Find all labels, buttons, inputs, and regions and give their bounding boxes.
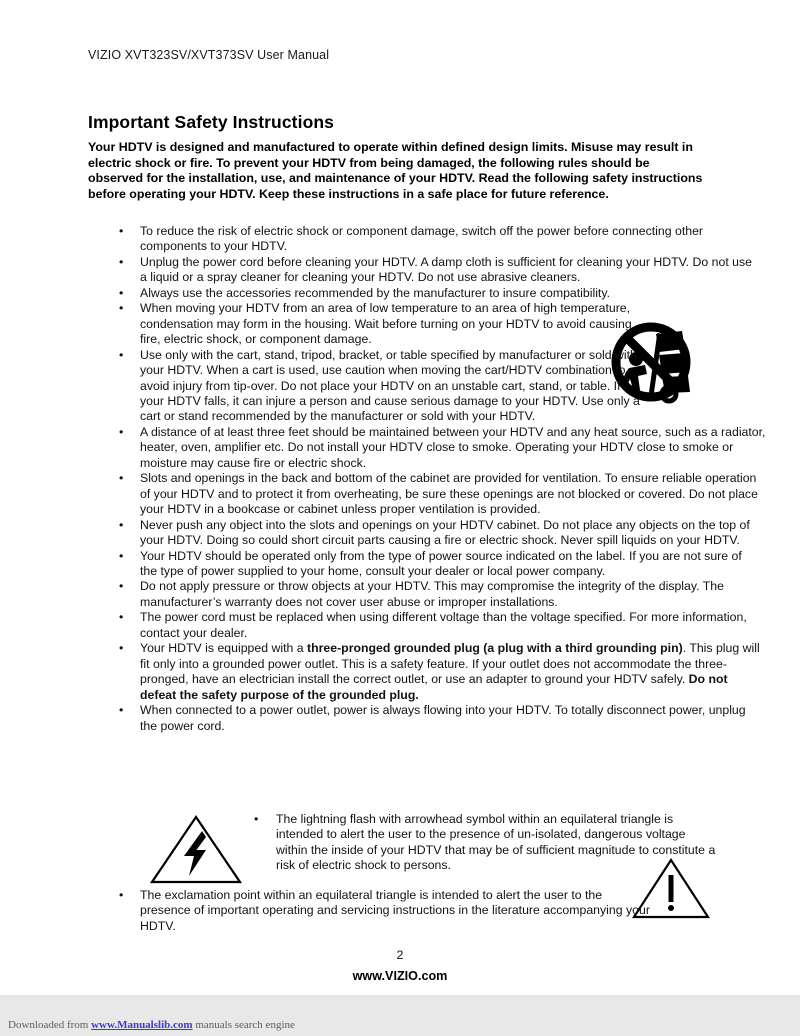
list-item <box>88 703 766 734</box>
list-item <box>88 255 762 286</box>
bullet-marker: • <box>119 471 124 486</box>
list-item <box>88 518 766 549</box>
list-item <box>88 641 766 703</box>
list-item <box>88 425 766 471</box>
list-item-text: A distance of at least three feet should be maintained between your HDTV and any heat source, such as a radiator, heater, oven, amplifier etc. Do not install your HDTV close to smoke. Operating your HDTV close to smoke or moisture may cause fire or electric shock. <box>140 424 766 470</box>
safety-bullet-list <box>88 224 766 734</box>
list-item-text: When connected to a power outlet, power is always flowing into your HDTV. To totally disconnect power, unplug the power cord. <box>140 703 746 733</box>
bullet-marker: • <box>119 610 124 625</box>
symbol-bullet-list <box>248 812 716 874</box>
list-item-text: Slots and openings in the back and bottom of the cabinet are provided for ventilation. To ensure reliable operation of your HDTV and to protect it from overheating, be sure these openings are not blocked or covered. Do not place your HDTV in a bookcase or cabinet unless proper ventilation is provided. <box>140 471 758 517</box>
list-item <box>88 471 762 517</box>
list-item <box>88 348 640 425</box>
list-item-text: Your HDTV is equipped with a three-pronged grounded plug (a plug with a third grounding pin). This plug will fit only into a grounded power outlet. This is a safety feature. If your outlet does not accommodate the three-pronged, have an electrician install the correct outlet, or use an adapter to ground your HDTV safely. Do not defeat the safety purpose of the grounded plug. <box>140 641 760 702</box>
list-item-text: Never push any object into the slots and openings on your HDTV cabinet. Do not place any objects on the top of your HDTV. Doing so could short circuit parts causing a fire or electric shock. Never spill liquids on your HDTV. <box>140 517 750 548</box>
list-item-text: Unplug the power cord before cleaning your HDTV. A damp cloth is sufficient for cleaning your HDTV. Do not use a liquid or a spray cleaner for cleaning your HDTV. Do not use abrasive cleaners. <box>140 254 752 285</box>
bullet-marker: • <box>119 888 124 902</box>
list-item <box>248 812 716 874</box>
page-title: Important Safety Instructions <box>88 111 334 132</box>
bullet-marker: • <box>254 812 259 826</box>
list-item-text: The exclamation point within an equilateral triangle is intended to alert the user to the presence of important operating and servicing instructions in the literature accompanying your HDTV. <box>140 888 650 933</box>
list-item <box>88 224 762 255</box>
bullet-marker: • <box>119 641 124 656</box>
list-item <box>88 888 652 934</box>
list-item-text: Do not apply pressure or throw objects at your HDTV. This may compromise the integrity of the display. The manufacturer’s warranty does not cover user abuse or improper installations. <box>140 579 724 609</box>
bullet-marker: • <box>119 517 124 532</box>
bullet-marker: • <box>119 285 124 300</box>
list-item <box>88 549 762 580</box>
list-item <box>88 301 640 347</box>
list-item <box>88 579 762 610</box>
bullet-marker: • <box>119 224 124 238</box>
lightning-bolt-triangle-icon <box>148 813 244 886</box>
bullet-marker: • <box>119 254 124 269</box>
bullet-marker: • <box>119 347 124 362</box>
list-item <box>88 286 762 301</box>
list-item-text: Use only with the cart, stand, tripod, bracket, or table specified by manufacturer or sold with your HDTV. When a cart is used, use caution when moving the cart/HDTV combination to avoid injury from tip-over. Do not place your HDTV on an unstable cart, stand, or table. If your HDTV falls, it can injure a person and cause serious damage to your HDTV. Use only a cart or stand recommended by the manufacturer or sold with your HDTV. <box>140 347 640 424</box>
watermark-text <box>8 1019 295 1031</box>
bullet-marker: • <box>119 301 124 316</box>
list-item-text: Always use the accessories recommended by the manufacturer to insure compatibility. <box>140 285 611 300</box>
list-item-text: When moving your HDTV from an area of low temperature to an area of high temperature, condensation may form in the housing. Wait before turning on your HDTV to avoid causing fire, electric shock, or component damage. <box>140 301 632 347</box>
footer-website: www.VIZIO.com <box>352 969 448 983</box>
list-item <box>88 610 762 641</box>
bullet-marker: • <box>119 579 124 594</box>
bullet-marker: • <box>119 424 124 439</box>
running-head: VIZIO XVT323SV/XVT373SV User Manual <box>88 48 330 62</box>
intro-paragraph: Your HDTV is designed and manufactured to operate within defined design limits. Misuse may result in electric shock or fire. To prevent your HDTV from being damaged, the following rules should be observed for the installation, use, and maintenance of your HDTV. Read the following safety instructions before operating your HDTV. Keep these instructions in a safe place for future reference. <box>88 140 703 201</box>
manualslib-link[interactable]: www.Manualslib.com <box>91 1019 193 1031</box>
list-item-text: The power cord must be replaced when using different voltage than the voltage specified. For more information, contact your dealer. <box>140 610 747 640</box>
trailing-bullet-list <box>88 888 718 934</box>
bullet-marker: • <box>119 703 124 718</box>
list-item-text: Your HDTV should be operated only from the type of power source indicated on the label. If you are not sure of the type of power supplied to your home, consult your dealer or local power company. <box>140 548 742 578</box>
watermark-prefix: Downloaded from <box>8 1019 92 1031</box>
list-item-text: The lightning flash with arrowhead symbol within an equilateral triangle is intended to alert the user to the presence of un-isolated, dangerous voltage within the inside of your HDTV that may be of sufficient magnitude to constitute a risk of electric shock to persons. <box>276 812 716 873</box>
footer-page-number: 2 <box>396 948 404 962</box>
bullet-marker: • <box>119 548 124 563</box>
watermark-suffix: manuals search engine <box>192 1019 295 1031</box>
list-item-text: To reduce the risk of electric shock or component damage, switch off the power before connecting other components to your HDTV. <box>140 224 704 254</box>
